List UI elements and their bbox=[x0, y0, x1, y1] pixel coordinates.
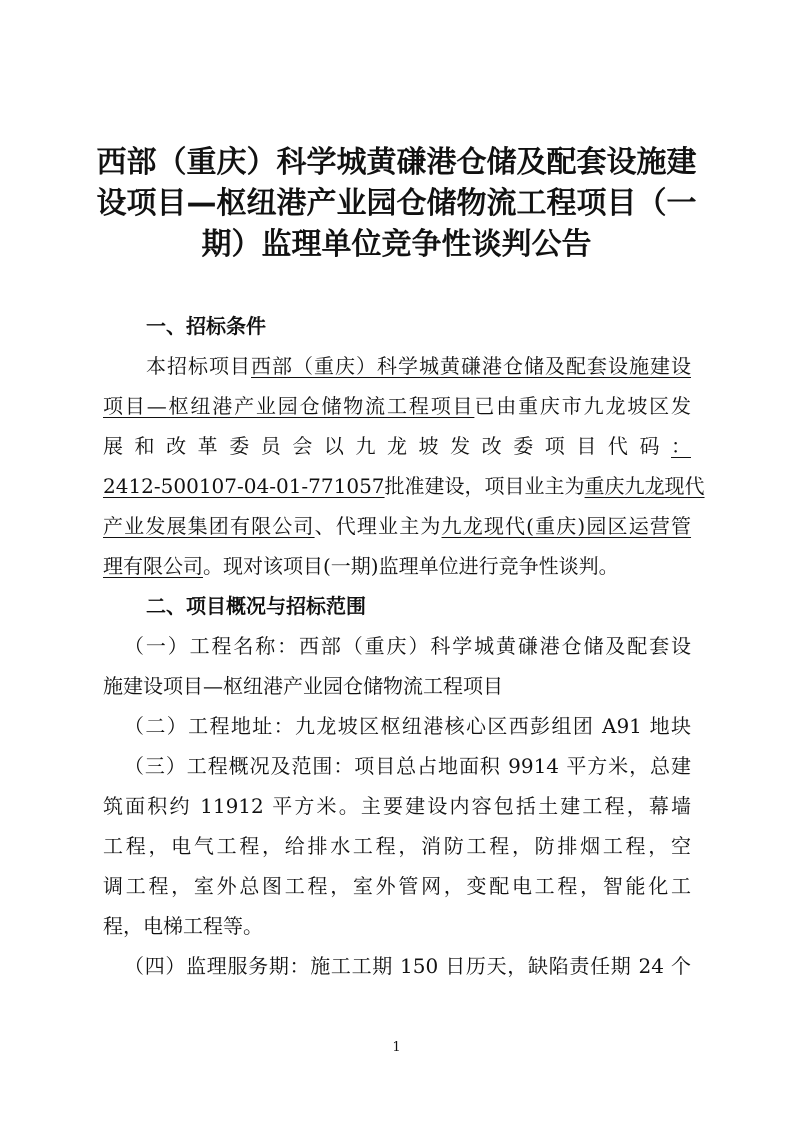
text-run: 已由重庆市九龙坡区发 bbox=[474, 394, 692, 418]
project-code-colon: ： bbox=[671, 434, 691, 458]
project-name-underlined: 项目—枢纽港产业园仓储物流工程项目 bbox=[103, 394, 475, 418]
paragraph-line: （四）监理服务期：施工工期 150 日历天，缺陷责任期 24 个 bbox=[124, 954, 691, 978]
paragraph-line bbox=[103, 554, 691, 578]
document-title bbox=[96, 142, 697, 265]
owner-name-underlined: 产业发展集团有限公司 bbox=[103, 514, 315, 538]
paragraph-line bbox=[103, 394, 691, 418]
paragraph-line: 筑面积约 11912 平方米。主要建设内容包括土建工程，幕墙 bbox=[103, 794, 691, 818]
paragraph-line: 施建设项目—枢纽港产业园仓储物流工程项目 bbox=[103, 674, 503, 698]
paragraph-line bbox=[103, 514, 691, 538]
paragraph-line bbox=[146, 354, 691, 378]
agent-name-underlined: 理有限公司 bbox=[103, 554, 203, 578]
owner-name-underlined: 重庆九龙现代 bbox=[584, 474, 705, 498]
paragraph-line: 工程，电气工程，给排水工程，消防工程，防排烟工程，空 bbox=[103, 834, 691, 858]
project-code-underlined: 2412-500107-04-01-771057 bbox=[103, 474, 385, 498]
paragraph-line bbox=[103, 474, 705, 498]
paragraph-line: （二）工程地址：九龙坡区枢纽港核心区西彭组团 A91 地块 bbox=[124, 714, 691, 738]
paragraph-line: 程，电梯工程等。 bbox=[103, 914, 263, 938]
title-line: 设项目—枢纽港产业园仓储物流工程项目（一 bbox=[96, 186, 697, 221]
title-line: 期）监理单位竞争性谈判公告 bbox=[201, 227, 592, 262]
page-number: 1 bbox=[392, 1040, 401, 1055]
agent-name-underlined: 九龙现代(重庆)园区运营管 bbox=[441, 514, 692, 538]
title-line: 西部（重庆）科学城黄磏港仓储及配套设施建 bbox=[96, 145, 697, 180]
section-heading-project-overview: 二、项目概况与招标范围 bbox=[146, 594, 366, 618]
text-run: 。现对该项目(一期)监理单位进行竞争性谈判。 bbox=[203, 554, 619, 578]
text-run: 本招标项目 bbox=[146, 354, 251, 378]
paragraph-line: 调工程，室外总图工程，室外管网，变配电工程，智能化工 bbox=[103, 874, 691, 898]
text-run: 展和改革委员会以九龙坡发改委项目代码 bbox=[103, 434, 671, 458]
text-run: 、代理业主为 bbox=[314, 514, 442, 538]
text-run: 批准建设，项目业主为 bbox=[384, 474, 585, 498]
paragraph-line bbox=[103, 434, 691, 458]
project-name-underlined: 西部（重庆）科学城黄磏港仓储及配套设施建设 bbox=[251, 354, 691, 378]
paragraph-line: （三）工程概况及范围：项目总占地面积 9914 平方米，总建 bbox=[124, 754, 691, 778]
paragraph-line: （一）工程名称：西部（重庆）科学城黄磏港仓储及配套设 bbox=[124, 634, 691, 658]
section-heading-bidding-conditions: 一、招标条件 bbox=[146, 314, 266, 338]
